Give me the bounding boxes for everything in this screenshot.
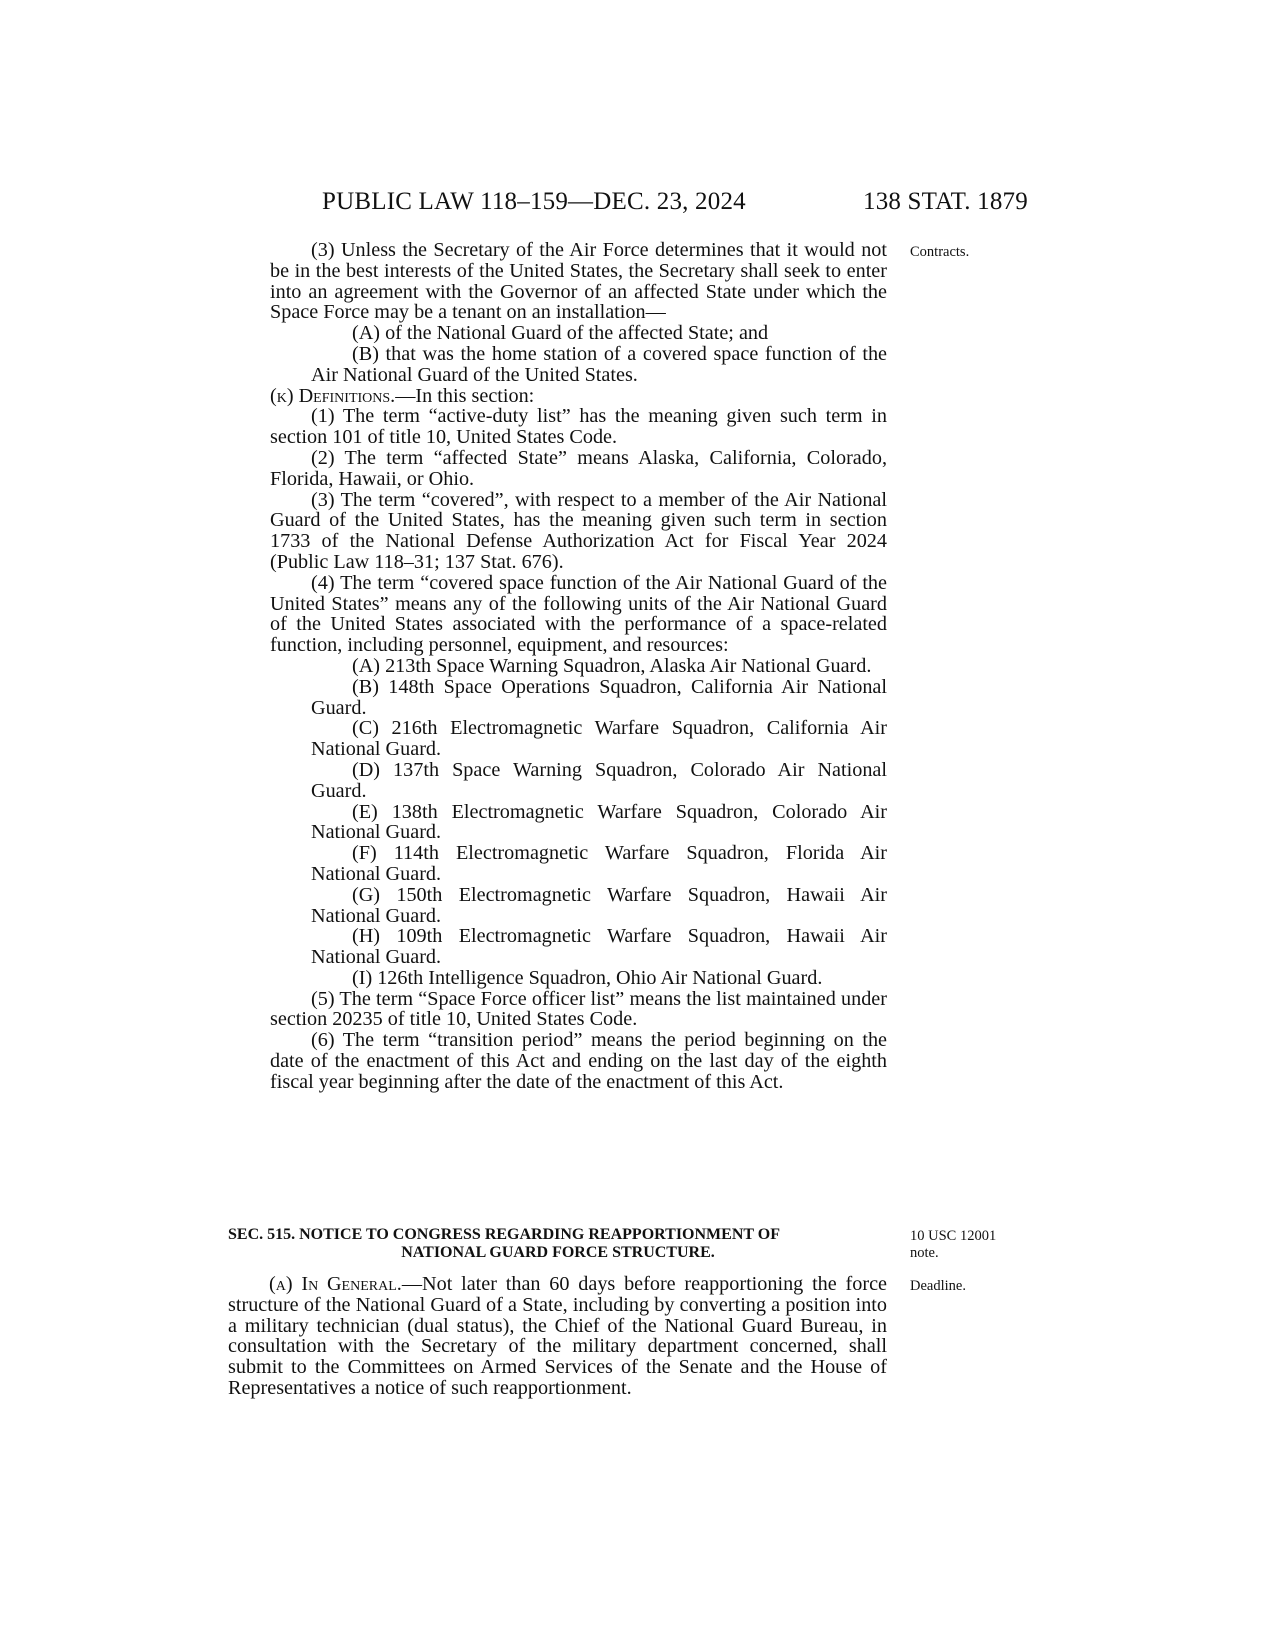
unit-item: (A) 213th Space Warning Squadron, Alaska Air National Guard. — [352, 654, 872, 677]
subsection-k-heading — [270, 386, 887, 407]
section-body — [228, 1274, 887, 1399]
subsection-k-label: (k) Definitions. — [270, 384, 396, 407]
paragraph-j3: (3) Unless the Secretary of the Air Force determines that it would not be in the best interests of the United States, the Secretary shall seek to enter into an agreement with the Governor of an affected State under which the Space Force may be a tenant on an installation— — [270, 239, 887, 324]
definition-1: (1) The term “active-duty list” has the meaning given such term in section 101 of title 10, United States Code. — [270, 405, 887, 449]
unit-item: (G) 150th Electromagnetic Warfare Squadron, Hawaii Air National Guard. — [311, 883, 887, 927]
paragraph-j3b: (B) that was the home station of a covered space function of the Air National Guard of the United States. — [311, 342, 887, 386]
section-heading — [228, 1226, 888, 1262]
margin-note-usc: 10 USC 12001 note. — [910, 1228, 997, 1261]
definition-2: (2) The term “affected State” means Alaska, California, Colorado, Florida, Hawaii, or Ohio. — [270, 446, 887, 490]
definition-4: (4) The term “covered space function of the Air National Guard of the United States” means any of the following units of the Air National Guard of the United States associated with the performance of a space-related function, including personnel, equipment, and resources: — [270, 571, 887, 657]
statute-page-number: 138 STAT. 1879 — [863, 188, 1028, 215]
subsection-a-text: —Not later than 60 days before reapportioning the force structure of the National Guard of a State, including by converting a position into a military technician (dual status), the Chief of the National Guard Bureau, in consultation with the Secretary of the military department concerned, shall submit to the Committees on Armed Services of the Senate and the House of Representatives a notice of such reapportionment. — [228, 1273, 887, 1399]
running-header: PUBLIC LAW 118–159—DEC. 23, 2024 — [322, 188, 746, 215]
definition-3: (3) The term “covered”, with respect to a member of the Air National Guard of the United States, has the meaning given such term in section 1733 of the National Defense Authorization Act for Fiscal Year 2024 (Public Law 118–31; 137 Stat. 676). — [270, 488, 887, 573]
margin-note-deadline: Deadline. — [910, 1278, 966, 1294]
definition-5: (5) The term “Space Force officer list” means the list maintained under section 20235 of title 10, United States Code. — [270, 987, 887, 1031]
unit-item: (F) 114th Electromagnetic Warfare Squadron, Florida Air National Guard. — [311, 842, 887, 885]
unit-item: (B) 148th Space Operations Squadron, California Air National Guard. — [311, 675, 887, 719]
subsection-a-label: (a) In General. — [269, 1273, 402, 1295]
section-heading-line2: NATIONAL GUARD FORCE STRUCTURE. — [401, 1244, 715, 1261]
unit-item: (E) 138th Electromagnetic Warfare Squadron, Colorado Air National Guard. — [311, 800, 887, 844]
margin-note-contracts: Contracts. — [910, 244, 970, 260]
document-body — [270, 240, 887, 1093]
unit-item: (D) 137th Space Warning Squadron, Colorado Air National Guard. — [311, 758, 887, 802]
unit-item: (I) 126th Intelligence Squadron, Ohio Air National Guard. — [352, 966, 823, 989]
definition-6: (6) The term “transition period” means the period beginning on the date of the enactment of this Act and ending on the last day of the eighth fiscal year beginning after the date of the enactment of this Act. — [270, 1029, 887, 1093]
subsection-k-text: —In this section: — [395, 384, 535, 407]
section-heading-line1: SEC. 515. NOTICE TO CONGRESS REGARDING REAPPORTIONMENT OF — [228, 1226, 780, 1243]
subsection-a — [228, 1274, 887, 1399]
unit-item: (H) 109th Electromagnetic Warfare Squadron, Hawaii Air National Guard. — [311, 925, 887, 969]
paragraph-j3a: (A) of the National Guard of the affected State; and — [352, 322, 769, 345]
unit-item: (C) 216th Electromagnetic Warfare Squadron, California Air National Guard. — [311, 717, 887, 761]
